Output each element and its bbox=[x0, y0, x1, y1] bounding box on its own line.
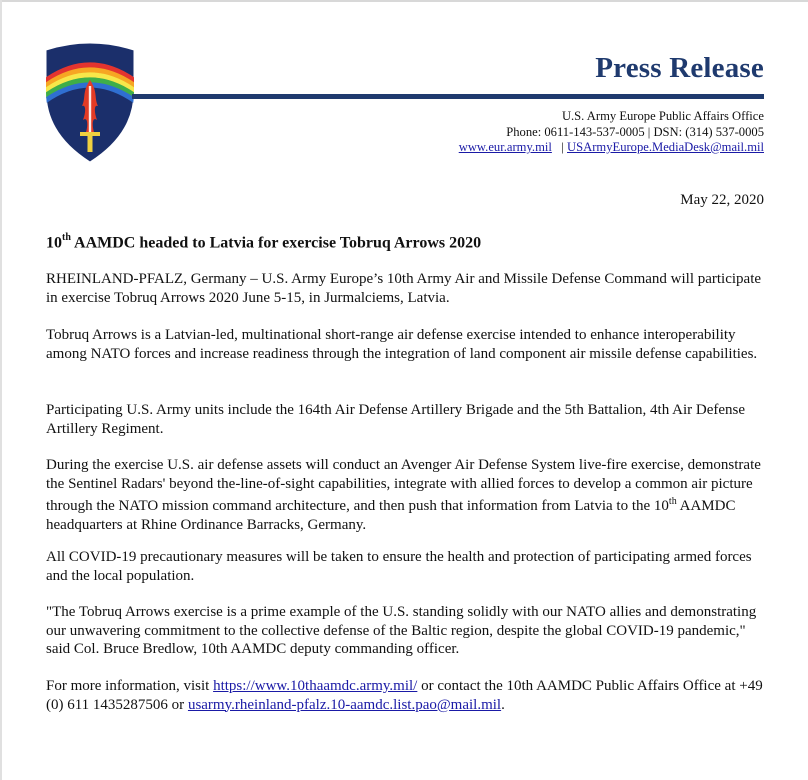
release-date: May 22, 2020 bbox=[680, 192, 764, 208]
paragraph-contact: For more information, visit https://www.10thaamdc.army.mil/ or contact the 10th AAMDC Public Affairs Office at +49 (0) 611 1435287506 or usarmy.rheinland-pfalz.10-aamdc.list.pao@mail.mil. bbox=[46, 678, 763, 713]
paragraph-units: Participating U.S. Army units include the 164th Air Defense Artillery Brigade and the 5th Battalion, 4th Air Defense Artillery Regiment. bbox=[46, 402, 746, 437]
aamdc-website-link[interactable]: https://www.10thaamdc.army.mil/ bbox=[213, 678, 418, 694]
office-phone: Phone: 0611-143-537-0005 | DSN: (314) 537-0005 bbox=[506, 124, 764, 139]
office-contact-block bbox=[459, 109, 764, 156]
page-title: Press Release bbox=[595, 52, 764, 84]
paragraph-description: Tobruq Arrows is a Latvian-led, multinational short-range air defense exercise intended to enhance interoperability among NATO forces and increase readiness through the integration of land component air missile defense capabilities. bbox=[46, 327, 758, 362]
link-separator: | bbox=[561, 140, 564, 154]
paragraph-covid: All COVID-19 precautionary measures will be taken to ensure the health and protection of participating armed forces and the local population. bbox=[46, 549, 752, 584]
paragraph-intro: RHEINLAND-PFALZ, Germany – U.S. Army Europe’s 10th Army Air and Missile Defense Command will participate in exercise Tobruq Arrows 2020 June 5-15, in Jurmalciems, Latvia. bbox=[46, 271, 762, 306]
paragraph-exercise: During the exercise U.S. air defense assets will conduct an Avenger Air Defense System live-fire exercise, demonstrate the Sentinel Radars' beyond the-line-of-sight capabilities, integrate with allied forces to develop a common air picture through the NATO mission command architecture, and then push that information from Latvia to the 10th AAMDC headquarters at Rhine Ordinance Barracks, Germany. bbox=[46, 457, 761, 533]
headline: 10th AAMDC headed to Latvia for exercise Tobruq Arrows 2020 bbox=[46, 232, 482, 252]
paragraph-quote: "The Tobruq Arrows exercise is a prime example of the U.S. standing solidly with our NATO allies and demonstrating our unwavering commitment to the collective defense of the Baltic region, despite the global COVID-19 pandemic," said Col. Bruce Bredlow, 10th AAMDC deputy commanding officer. bbox=[46, 604, 757, 658]
media-desk-email-link[interactable]: USArmyEurope.MediaDesk@mail.mil bbox=[567, 140, 764, 154]
header-divider bbox=[132, 94, 764, 99]
page-top-border bbox=[0, 0, 808, 2]
usareur-insignia-icon bbox=[42, 40, 138, 164]
office-name: U.S. Army Europe Public Affairs Office bbox=[561, 109, 764, 123]
page-left-border bbox=[0, 0, 2, 780]
office-links bbox=[459, 140, 764, 156]
website-link[interactable]: www.eur.army.mil bbox=[458, 140, 552, 154]
pao-email-link[interactable]: usarmy.rheinland-pfalz.10-aamdc.list.pao@mail.mil bbox=[187, 696, 502, 713]
